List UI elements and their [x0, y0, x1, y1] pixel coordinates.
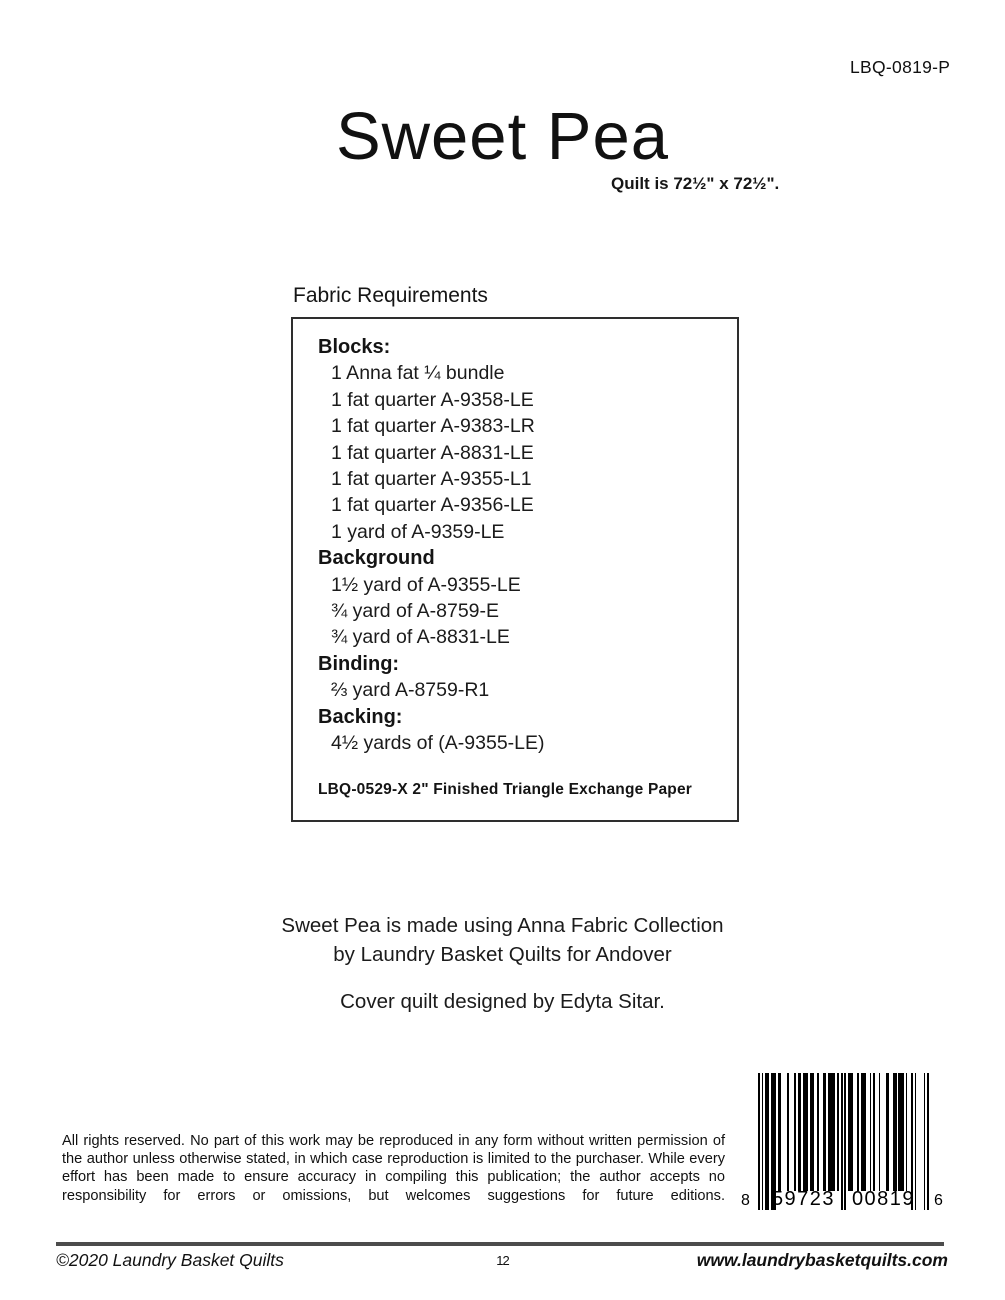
- barcode-bar: [873, 1073, 875, 1191]
- footer-page-number: 12: [496, 1253, 509, 1268]
- fabric-item: 4½ yards of (A-9355-LE): [331, 732, 545, 755]
- barcode-bar: [898, 1073, 903, 1191]
- fabric-item: 1 fat quarter A-9383-LR: [331, 415, 535, 438]
- fabric-requirements-box: [291, 317, 739, 822]
- upc-barcode: [741, 1073, 943, 1210]
- barcode-bar: [794, 1073, 796, 1191]
- barcode-bar: [870, 1073, 872, 1191]
- barcode-bar: [893, 1073, 897, 1191]
- barcode-bar: [841, 1073, 843, 1210]
- barcode-digit-last: 6: [934, 1192, 943, 1209]
- barcode-bar: [798, 1073, 802, 1191]
- barcode-bar: [762, 1073, 764, 1210]
- designer-credit-line: Cover quilt designed by Edyta Sitar.: [340, 990, 665, 1013]
- fabric-list: [318, 334, 717, 757]
- fabric-item: 1 fat quarter A-9358-LE: [331, 388, 534, 411]
- barcode-digits-right: 00819: [851, 1188, 916, 1210]
- barcode-digit-first: 8: [741, 1192, 750, 1209]
- barcode-bar: [861, 1073, 866, 1191]
- quilt-size-subtitle: Quilt is 72½" x 72½".: [611, 174, 780, 193]
- fabric-item: 1 yard of A-9359-LE: [331, 520, 505, 543]
- collection-credit-line-1: Sweet Pea is made using Anna Fabric Collection: [281, 914, 724, 937]
- fabric-requirements-heading: Fabric Requirements: [293, 284, 488, 307]
- barcode-bar: [823, 1073, 827, 1191]
- barcode-bar: [828, 1073, 835, 1191]
- barcode-bar: [924, 1073, 926, 1210]
- barcode-bar: [879, 1073, 881, 1191]
- copyright-legal-text: All rights reserved. No part of this work may be reproduced in any form without written permission of the author unless otherwise stated, in which case reproduction is limited to the purchaser. While every effort has been made to ensure accuracy in compiling this publication; the author accepts no responsibility for errors or omissions, but welcomes suggestions for future editions.: [62, 1133, 725, 1204]
- barcode-bar: [844, 1073, 846, 1210]
- fabric-section-label: Blocks:: [318, 336, 391, 358]
- barcode-bar: [787, 1073, 789, 1191]
- barcode-bar: [906, 1073, 908, 1191]
- page-title: Sweet Pea: [335, 99, 670, 174]
- fabric-item: 1½ yard of A-9355-LE: [331, 573, 521, 596]
- barcode-digits-left: 59723: [771, 1188, 836, 1210]
- fabric-section-label: Backing:: [318, 705, 403, 728]
- barcode-bar: [758, 1073, 760, 1210]
- fabric-item: ¾ yard of A-8831-LE: [331, 626, 510, 649]
- fabric-item: 1 fat quarter A-9356-LE: [331, 494, 534, 517]
- fabric-item: 1 fat quarter A-8831-LE: [331, 441, 534, 464]
- fabric-item: ¾ yard of A-8759-E: [331, 600, 500, 623]
- barcode-bar: [848, 1073, 853, 1191]
- barcode-bar: [857, 1073, 859, 1191]
- fabric-section-label: Background: [318, 547, 435, 570]
- barcode-bar: [803, 1073, 808, 1191]
- barcode-bar: [778, 1073, 782, 1191]
- collection-credit-line-2: by Laundry Basket Quilts for Andover: [333, 943, 672, 966]
- footer-divider-rule: [56, 1242, 944, 1246]
- triangle-paper-note: LBQ-0529-X 2" Finished Triangle Exchange Paper: [318, 780, 693, 798]
- footer-copyright: ©2020 Laundry Basket Quilts: [56, 1250, 284, 1270]
- pattern-code: LBQ-0819-P: [850, 57, 951, 77]
- fabric-section-label: Binding:: [318, 652, 400, 675]
- barcode-bar: [927, 1073, 929, 1210]
- fabric-item: 1 fat quarter A-9355-L1: [331, 468, 532, 491]
- barcode-bar: [817, 1073, 819, 1191]
- barcode-bar: [837, 1073, 839, 1191]
- fabric-item: 1 Anna fat ¼ bundle: [331, 362, 505, 385]
- barcode-bar: [810, 1073, 814, 1191]
- fabric-item: ⅔ yard A-8759-R1: [331, 679, 490, 702]
- footer-website: www.laundrybasketquilts.com: [696, 1250, 948, 1270]
- barcode-bar: [886, 1073, 890, 1191]
